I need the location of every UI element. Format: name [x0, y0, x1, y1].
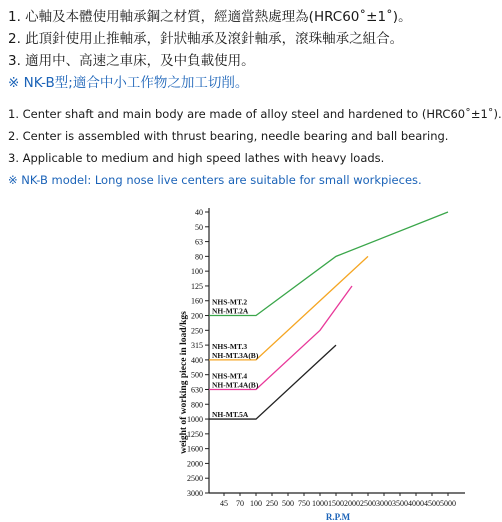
y-tick-label: 800	[191, 400, 203, 410]
x-tick-label: 1500	[328, 499, 344, 508]
y-tick-label: 1600	[187, 444, 203, 454]
series-label-1: NH-MT.2A	[212, 306, 249, 316]
spec-en-line-2: 2. Center is assembled with thrust bearing, needle bearing and ball bearing.	[8, 129, 449, 143]
x-tick-label: 3500	[392, 499, 408, 508]
y-axis-label: weight of working piece in load/kgs	[179, 311, 189, 454]
y-tick-label: 1000	[187, 415, 203, 425]
x-tick-label: 70	[236, 499, 244, 508]
x-tick-label: 1000	[312, 499, 328, 508]
spec-en-line-3: 3. Applicable to medium and high speed lathes with heavy loads.	[8, 151, 385, 165]
spec-zh-line-1: 1. 心軸及本體使用軸承鋼之材質，經適當熱處理為(HRC60˚±1˚)。	[8, 9, 412, 25]
y-tick-label: 1250	[187, 429, 203, 439]
y-tick-label: 400	[191, 355, 203, 365]
x-tick-label: 4000	[408, 499, 424, 508]
y-tick-label: 200	[191, 311, 203, 321]
x-tick-label: 2500	[360, 499, 376, 508]
y-tick-label: 125	[191, 281, 203, 291]
y-tick-label: 80	[195, 252, 203, 262]
chart-layer	[179, 208, 465, 522]
x-tick-label: 45	[220, 499, 228, 508]
y-tick-label: 50	[195, 222, 203, 232]
x-tick-label: 4500	[424, 499, 440, 508]
x-tick-label: 5000	[440, 499, 456, 508]
x-tick-label: 500	[282, 499, 294, 508]
spec-en-line-1: 1. Center shaft and main body are made of alloy steel and hardened to (HRC60˚±1˚).	[8, 107, 502, 121]
x-tick-label: 750	[298, 499, 310, 508]
series-label-2: NH-MT.3A(B)	[212, 350, 259, 360]
y-tick-label: 250	[191, 326, 203, 336]
series-label-1: NHS-MT.2	[212, 297, 248, 307]
y-tick-label: 100	[191, 267, 203, 277]
y-tick-label: 630	[191, 385, 203, 395]
y-tick-label: 160	[191, 296, 203, 306]
series-label-4: NH-MT.5A	[212, 410, 249, 420]
x-tick-label: 3000	[376, 499, 392, 508]
y-tick-label: 2000	[187, 459, 203, 469]
spec-zh-note: ※ NK-B型;適合中小工作物之加工切削。	[8, 75, 249, 91]
series-label-3: NH-MT.4A(B)	[212, 380, 259, 390]
x-tick-label: 100	[250, 499, 262, 508]
y-tick-label: 63	[195, 237, 203, 247]
y-tick-label: 40	[195, 208, 203, 217]
x-tick-label: 250	[266, 499, 278, 508]
spec-en-note: ※ NK-B model: Long nose live centers are suitable for small workpieces.	[8, 173, 422, 187]
series-label-2: NHS-MT.3	[212, 341, 248, 351]
series-label-3: NHS-MT.4	[212, 371, 248, 381]
spec-zh-line-2: 2. 此頂針使用止推軸承，針狀軸承及滾針軸承，滾珠軸承之組合。	[8, 31, 404, 47]
y-tick-label: 3000	[187, 489, 203, 498]
y-tick-label: 500	[191, 370, 203, 380]
y-tick-label: 2500	[187, 474, 203, 484]
x-axis-label: R.P.M	[325, 512, 351, 522]
spec-zh-line-3: 3. 適用中、高速之車床，及中負載使用。	[8, 53, 255, 69]
y-tick-label: 315	[191, 341, 203, 351]
x-tick-label: 2000	[344, 499, 360, 508]
